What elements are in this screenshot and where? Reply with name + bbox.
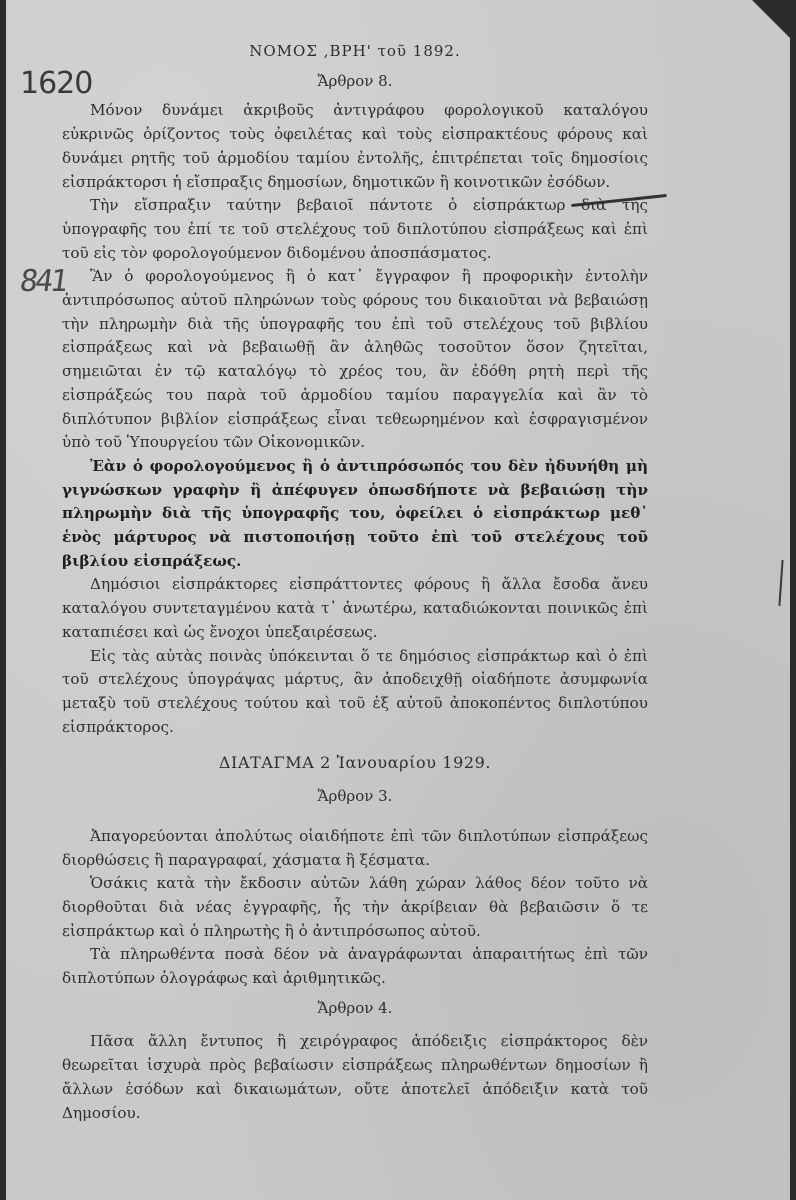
law-paragraph: Ἂν ὁ φορολογούμενος ἢ ὁ κατ᾽ ἔγγραφον ἢ προφορικὴν ἐντολὴν ἀντιπρόσωπος αὐτοῦ πληρώνων τοὺς φόρους του δικαιοῦται νὰ βεβαιώσῃ τὴν πληρωμὴν διὰ τῆς ὑπογραφῆς του ἐπὶ τοῦ στελέχους τοῦ βιβλίου εἰσπράξεως καὶ νὰ βεβαιωθῇ ἂν ἀληθῶς τοσοῦτον ὅσον ζητεῖται, σημειῶται ἐν τῷ καταλόγῳ τὸ χρέος του, ἂν ἐδόθη ρητὴ περὶ τῆς εἰσπράξεώς του παρὰ τοῦ ἁρμοδίου ταμίου παραγγελία καὶ ἂν τὸ διπλότυπον βιβλίον εἰσπράξεως εἶναι τεθεωρημένον καὶ ἐσφραγισμένον ὑπὸ τοῦ Ὑπουργείου τῶν Οἰκονομικῶν.: [62, 267, 648, 452]
decree-paragraph: Ἀπαγορεύονται ἀπολύτως οἱαιδήποτε ἐπὶ τῶν διπλοτύπων εἰσπράξεως διορθώσεις ἢ παραγραφαί, χάσματα ἢ ξέσματα.: [62, 826, 648, 869]
handwritten-number: 1620: [20, 66, 93, 101]
law-paragraph: Δημόσιοι εἰσπράκτορες εἰσπράττοντες φόρους ἢ ἄλλα ἔσοδα ἄνευ καταλόγου συντεταγμένου κατὰ τ᾽ ἀνωτέρω, καταδιώκονται ποινικῶς ἐπὶ καταπιέσει καὶ ὡς ἔνοχοι ὑπεξαιρέσεως.: [62, 575, 648, 641]
law-article-8-heading: Ἄρθρον 8.: [317, 71, 393, 90]
law-title: ΝΟΜΟΣ ,ΒΡΗ' τοῦ 1892.: [249, 42, 461, 60]
margin-pen-mark: [778, 560, 783, 606]
margin-number: 841: [17, 264, 68, 299]
decree-article-3-heading: Ἄρθρον 3.: [317, 787, 393, 806]
law-paragraph: Ἐὰν ὁ φορολογούμενος ἢ ὁ ἀντιπρόσωπός του δὲν ἠδυνήθη μὴ γιγνώσκων γραφὴν ἢ ἀπέφυγεν ὁπωσδήποτε νὰ βεβαιώσῃ τὴν πληρωμὴν διὰ τῆς ὑπογραφῆς του, ὀφείλει ὁ εἰσπράκτωρ μεθ᾽ ἑνὸς μάρτυρος νὰ πιστοποιήσῃ τοῦτο ἐπὶ τοῦ στελέχους τοῦ βιβλίου εἰσπράξεως.: [62, 456, 648, 570]
decree-paragraph: Ὁσάκις κατὰ τὴν ἔκδοσιν αὐτῶν λάθη χώραν λάθος δέον τοῦτο νὰ διορθοῦται διὰ νέας ἐγγραφῆς, ἧς τὴν ἀκρίβειαν θὰ βεβαιῶσιν ὅ τε εἰσπράκτωρ καὶ ὁ πληρωτὴς ἢ ὁ ἀντιπρόσωπος αὐτοῦ.: [62, 874, 648, 940]
law-paragraph: Μόνον δυνάμει ἀκριβοῦς ἀντιγράφου φορολογικοῦ καταλόγου εὐκρινῶς ὁρίζοντος τοὺς ὀφειλέτας καὶ τοὺς εἰσπρακτέους φόρους καὶ δυνάμει ρητῆς τοῦ ἁρμοδίου ταμίου ἐντολῆς, ἐπιτρέπεται τοῖς δημοσίοις εἰσπράκτορσι ἡ εἴσπραξις δημοσίων, δημοτικῶν ἢ κοινοτικῶν ἐσόδων.: [62, 101, 648, 191]
decree-article-4-heading: Ἄρθρον 4.: [317, 998, 393, 1017]
decree-title: ΔΙΑΤΑΓΜΑ 2 Ἰανουαρίου 1929.: [218, 753, 492, 773]
decree-paragraph: Πᾶσα ἄλλη ἔντυπος ἢ χειρόγραφος ἀπόδειξις εἰσπράκτορος δὲν θεωρεῖται ἰσχυρὰ πρὸς βεβαίωσιν εἰσπράξεως πληρωθέντων δημοσίων ἢ ἄλλων ἐσόδων καὶ δικαιωμάτων, οὔτε ἀποτελεῖ ἀπόδειξιν κατὰ τοῦ Δημοσίου.: [62, 1032, 648, 1122]
torn-corner: [752, 0, 790, 38]
decree-paragraph: Τὰ πληρωθέντα ποσὰ δέον νὰ ἀναγράφωνται ἀπαραιτήτως ἐπὶ τῶν διπλοτύπων ὁλογράφως καὶ ἀριθμητικῶς.: [62, 945, 648, 988]
document-page: [6, 0, 790, 1200]
document-body: [62, 40, 648, 1125]
law-paragraph: Τὴν εἴσπραξιν ταύτην βεβαιοῖ πάντοτε ὁ εἰσπράκτωρ διὰ τῆς ὑπογραφῆς του ἐπί τε τοῦ στελέχους τοῦ διπλοτύπου εἰσπράξεως καὶ ἐπὶ τοῦ εἰς τὸν φορολογούμενον διδομένου ἀποσπάσματος.: [62, 196, 648, 262]
law-paragraph: Εἰς τὰς αὐτὰς ποινὰς ὑπόκεινται ὅ τε δημόσιος εἰσπράκτωρ καὶ ὁ ἐπὶ τοῦ στελέχους ὑπογράψας μάρτυς, ἂν ἀποδειχθῇ οἱαδήποτε ἀσυμφωνία μεταξὺ τοῦ στελέχους τούτου καὶ τοῦ ἐξ αὐτοῦ ἀποκοπέντος διπλοτύπου εἰσπράκτορος.: [62, 646, 648, 736]
